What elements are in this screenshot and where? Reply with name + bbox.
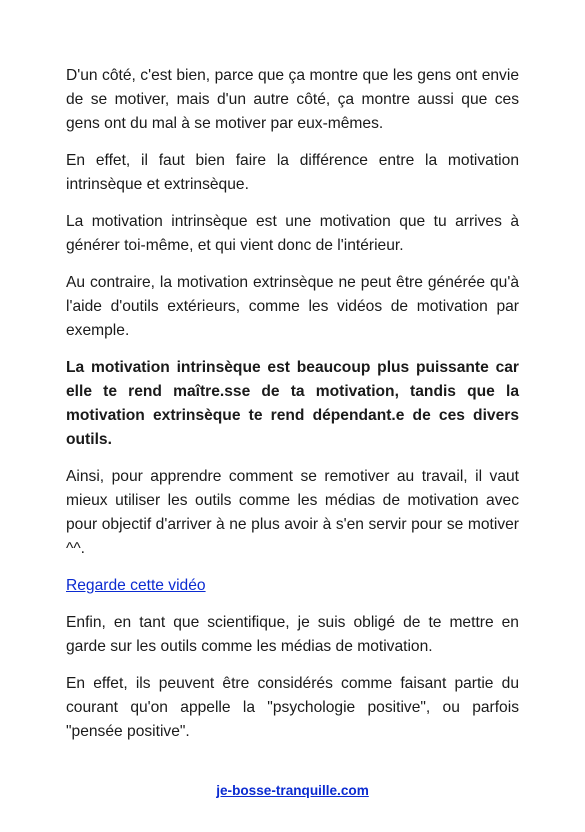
- video-link[interactable]: Regarde cette vidéo: [66, 577, 206, 594]
- paragraph-intrinsic-more-powerful: La motivation intrinsèque est beaucoup plus puissante car elle te rend maître.sse de ta motivation, tandis que la motivation extrinsèque te rend dépendant.e de ces divers outils.: [66, 359, 519, 448]
- paragraph-intrinsic-definition: La motivation intrinsèque est une motivation que tu arrives à générer toi-même, et qui vient donc de l'intérieur.: [66, 213, 519, 254]
- footer-site-link[interactable]: je-bosse-tranquille.com: [216, 783, 369, 798]
- page-footer: [0, 782, 585, 800]
- paragraph-remotivate-advice: Ainsi, pour apprendre comment se remotiver au travail, il vaut mieux utiliser les outils comme les médias de motivation avec pour objectif d'arriver à ne plus avoir à s'en servir pour se motiver ^^.: [66, 468, 519, 557]
- paragraph-motivation-intro: D'un côté, c'est bien, parce que ça montre que les gens ont envie de se motiver, mais d'un autre côté, ça montre aussi que ces gens ont du mal à se motiver par eux-mêmes.: [66, 67, 519, 132]
- paragraph-positive-psychology: En effet, ils peuvent être considérés comme faisant partie du courant qu'on appelle la "psychologie positive", ou parfois "pensée positive".: [66, 675, 519, 740]
- paragraph-extrinsic-definition: Au contraire, la motivation extrinsèque ne peut être générée qu'à l'aide d'outils extérieurs, comme les vidéos de motivation par exemple.: [66, 274, 519, 339]
- paragraph-scientist-warning: Enfin, en tant que scientifique, je suis obligé de te mettre en garde sur les outils comme les médias de motivation.: [66, 614, 519, 655]
- paragraph-intrinsic-vs-extrinsic: En effet, il faut bien faire la différence entre la motivation intrinsèque et extrinsèque.: [66, 152, 519, 193]
- document-body: [66, 64, 519, 744]
